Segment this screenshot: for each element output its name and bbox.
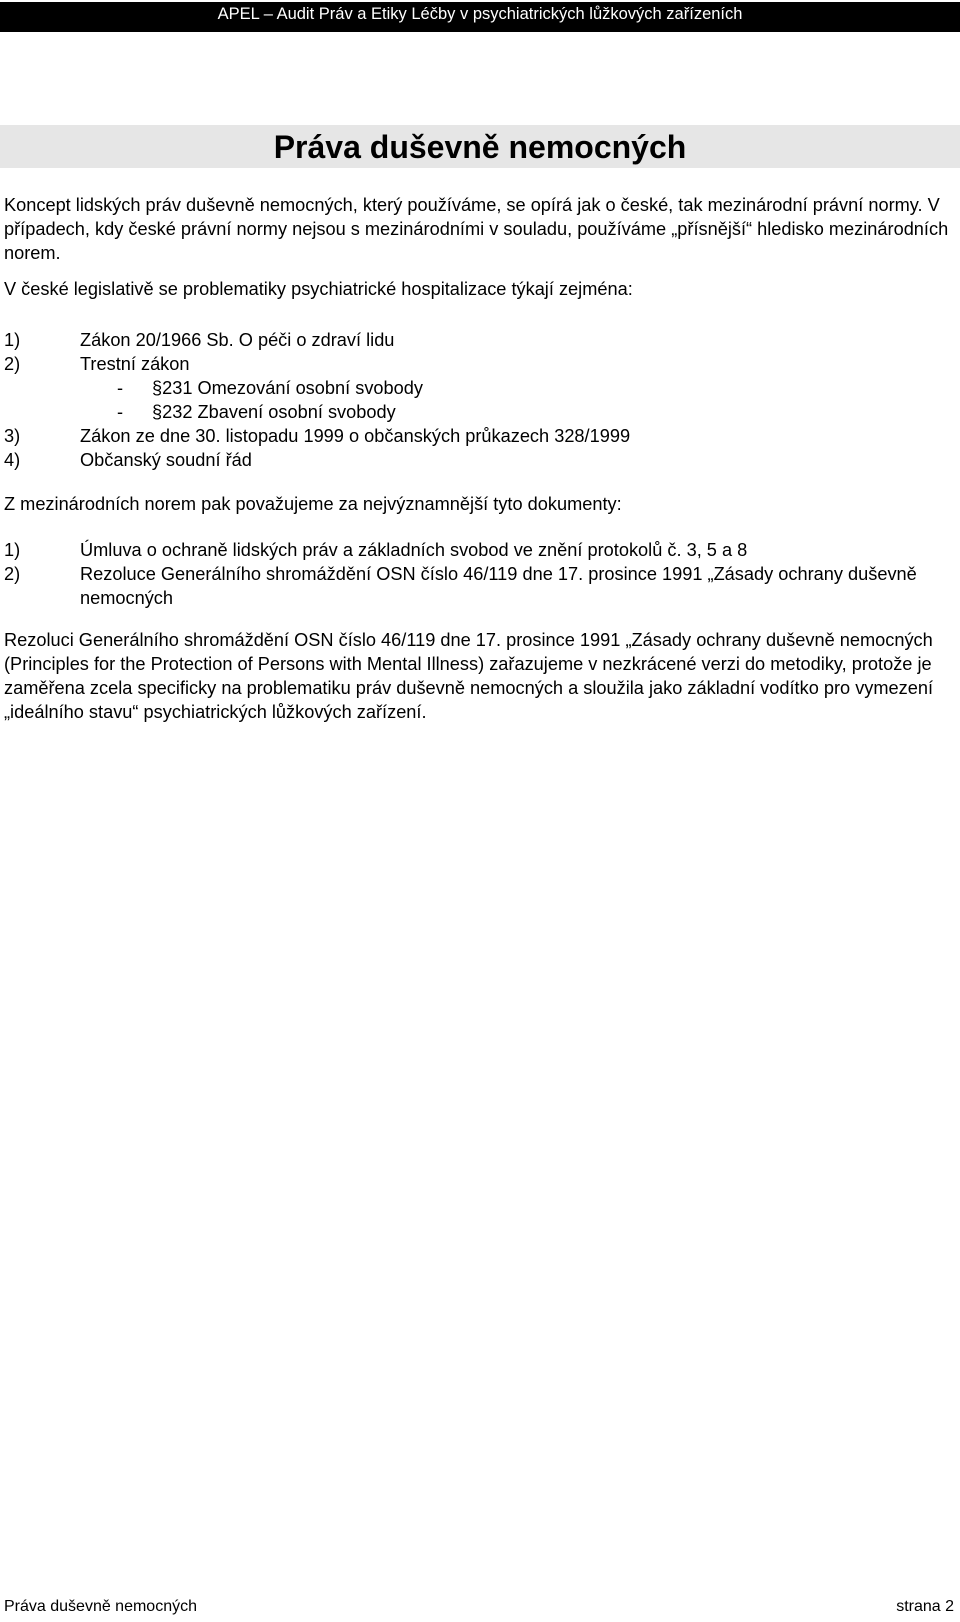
list-item bbox=[4, 562, 954, 610]
footer-page-number: strana 2 bbox=[896, 1598, 954, 1615]
header-text: APEL – Audit Práv a Etiky Léčby v psychiatrických lůžkových zařízeních bbox=[217, 5, 743, 23]
page-title-box bbox=[0, 125, 960, 168]
list-item bbox=[4, 424, 954, 448]
list-item-number: 1) bbox=[4, 540, 21, 560]
sub-list-dash: - bbox=[117, 378, 124, 398]
sub-list-container bbox=[4, 376, 954, 424]
sub-list-dash: - bbox=[117, 402, 124, 422]
intro-paragraph: Koncept lidských práv duševně nemocných, který používáme, se opírá jak o české, tak mezinárodní právní normy. V případech, kdy české právní normy nejsou s mezinárodními v souladu, používáme „přísnější“ hledisko mezinárodních norem. bbox=[4, 195, 949, 263]
list-item-number: 3) bbox=[4, 426, 21, 446]
list-item bbox=[4, 538, 954, 562]
page-footer bbox=[4, 1596, 954, 1618]
list-item-number: 4) bbox=[4, 450, 21, 470]
sub-list-item-text: §232 Zbavení osobní svobody bbox=[152, 402, 396, 422]
document-body bbox=[4, 193, 954, 724]
czech-laws-list bbox=[4, 328, 954, 472]
list-item-text: Úmluva o ochraně lidských práv a základních svobod ve znění protokolů č. 3, 5 a 8 bbox=[80, 540, 748, 560]
czech-legislation-intro: V české legislativě se problematiky psychiatrické hospitalizace týkají zejména: bbox=[4, 279, 633, 299]
list-item bbox=[4, 328, 954, 352]
closing-paragraph: Rezoluci Generálního shromáždění OSN číslo 46/119 dne 17. prosince 1991 „Zásady ochrany duševně nemocných (Principles for the Protection of Persons with Mental Illness) zařazujeme v nezkrácené verzi do metodiky, protože je zaměřena zcela specificky na problematiku práv duševně nemocných a sloužila jako základní vodítko pro vymezení „ideálního stavu“ psychiatrických lůžkových zařízení. bbox=[4, 630, 934, 722]
list-item-text: Zákon 20/1966 Sb. O péči o zdraví lidu bbox=[80, 330, 395, 350]
list-item-text: Občanský soudní řád bbox=[80, 450, 252, 470]
international-documents-list bbox=[4, 538, 954, 610]
list-item-number: 2) bbox=[4, 354, 21, 374]
list-item-text: Zákon ze dne 30. listopadu 1999 o občanských průkazech 328/1999 bbox=[80, 426, 631, 446]
list-item bbox=[4, 448, 954, 472]
sub-list-item bbox=[4, 376, 954, 400]
list-item-number: 2) bbox=[4, 564, 21, 584]
international-norms-intro: Z mezinárodních norem pak považujeme za nejvýznamnější tyto dokumenty: bbox=[4, 494, 622, 514]
list-item-text: Rezoluce Generálního shromáždění OSN číslo 46/119 dne 17. prosince 1991 „Zásady ochrany duševně nemocných bbox=[80, 564, 917, 608]
sub-list-item-text: §231 Omezování osobní svobody bbox=[152, 378, 423, 398]
sub-list bbox=[4, 376, 954, 424]
list-item-number: 1) bbox=[4, 330, 21, 350]
list-item-text: Trestní zákon bbox=[80, 354, 190, 374]
list-item bbox=[4, 352, 954, 376]
page-header bbox=[0, 2, 960, 32]
footer-document-title: Práva duševně nemocných bbox=[4, 1598, 197, 1615]
page-title: Práva duševně nemocných bbox=[273, 129, 687, 165]
sub-list-item bbox=[4, 400, 954, 424]
